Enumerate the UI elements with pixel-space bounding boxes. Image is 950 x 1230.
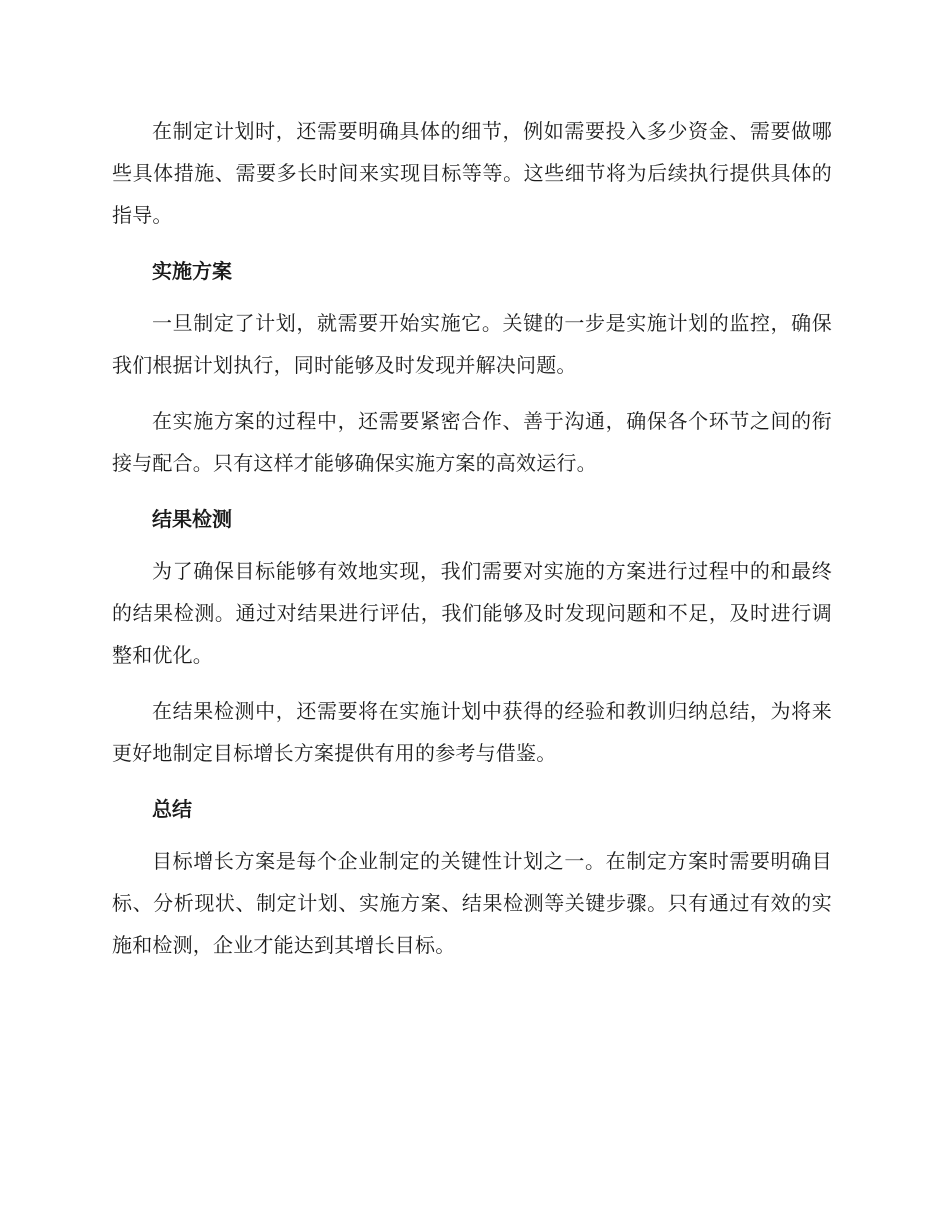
heading-result-detection: 结果检测 [152,507,232,531]
paragraph-plan-details: 在制定计划时，还需要明确具体的细节，例如需要投入多少资金、需要做哪些具体措施、需要多长时间来实现目标等等。这些细节将为后续执行提供具体的指导。 [112,119,832,227]
paragraph-implementation-cooperation: 在实施方案的过程中，还需要紧密合作、善于沟通，确保各个环节之间的衔接与配合。只有这样才能够确保实施方案的高效运行。 [112,409,832,475]
heading-summary: 总结 [152,797,192,821]
paragraph-implementation-monitoring: 一旦制定了计划，就需要开始实施它。关键的一步是实施计划的监控，确保我们根据计划执行，同时能够及时发现并解决问题。 [112,311,832,377]
paragraph-result-evaluation: 为了确保目标能够有效地实现，我们需要对实施的方案进行过程中的和最终的结果检测。通过对结果进行评估，我们能够及时发现问题和不足，及时进行调整和优化。 [112,559,832,667]
heading-implementation: 实施方案 [152,259,232,283]
paragraph-summary: 目标增长方案是每个企业制定的关键性计划之一。在制定方案时需要明确目标、分析现状、制定计划、实施方案、结果检测等关键步骤。只有通过有效的实施和检测，企业才能达到其增长目标。 [112,849,832,957]
paragraph-result-lessons: 在结果检测中，还需要将在实施计划中获得的经验和教训归纳总结，为将来更好地制定目标增长方案提供有用的参考与借鉴。 [112,699,832,765]
